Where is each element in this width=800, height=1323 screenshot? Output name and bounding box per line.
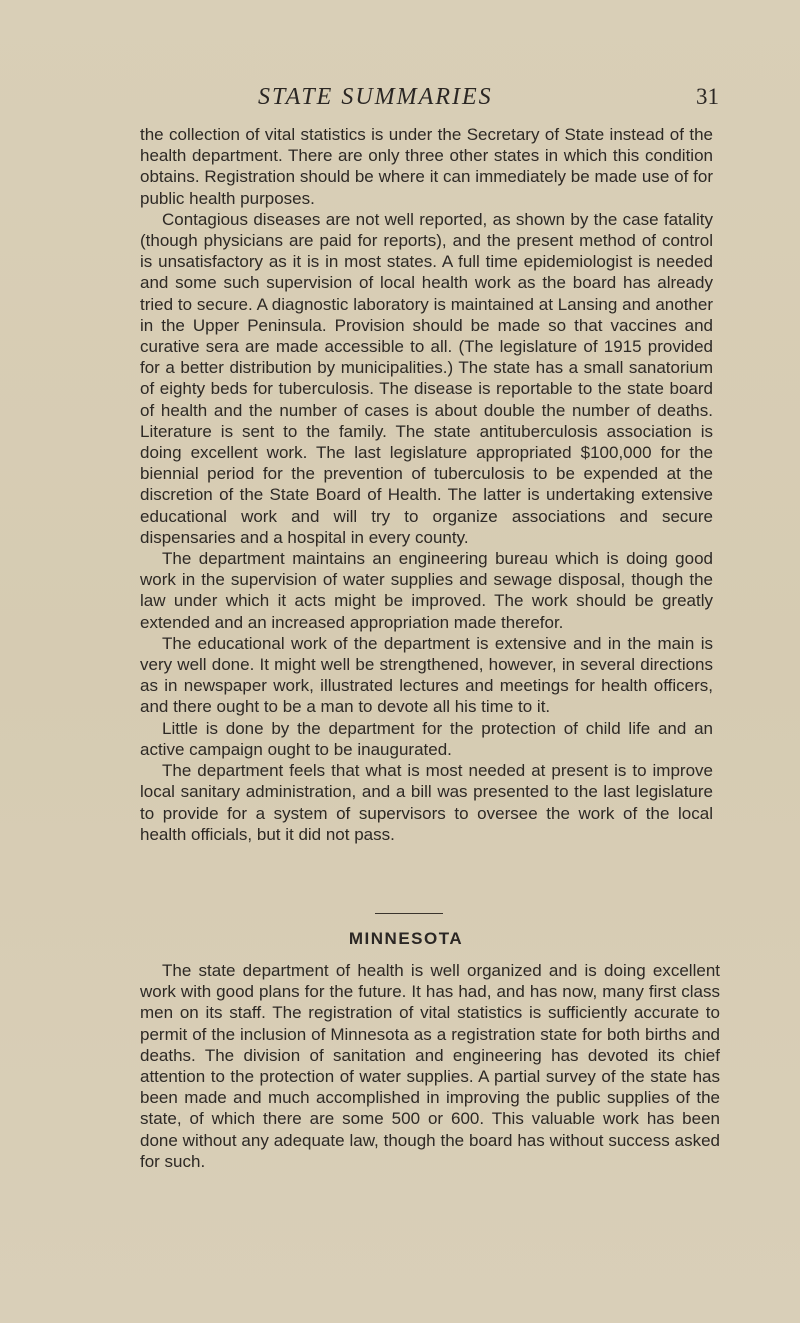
minnesota-summary-text — [140, 960, 720, 1172]
section-divider — [375, 913, 443, 914]
page-number: 31 — [696, 84, 719, 109]
paragraph-child-life: Little is done by the department for the protection of child life and an active campaign ought to be inaugurated. — [140, 718, 713, 759]
paragraph-engineering-bureau: The department maintains an engineering bureau which is doing good work in the supervision of water supplies and sewage disposal, though the law under which it acts might be improved. The work should be greatly extended and an increased appropriation made therefor. — [140, 549, 713, 632]
paragraph-local-sanitary-administration: The department feels that what is most needed at present is to improve local sanitary administration, and a bill was presented to the last legislature to provide for a system of supervisors to oversee the work of the local health officials, but it did not pass. — [140, 761, 713, 844]
page-header — [0, 84, 800, 112]
paragraph-educational-work: The educational work of the department is extensive and in the main is very well done. It might well be strengthened, however, in several directions as in newspaper work, illustrated lectures and meetings for health officers, and there ought to be a man to devote all his time to it. — [140, 633, 713, 717]
paragraph-vital-statistics: the collection of vital statistics is under the Secretary of State instead of the health department. There are only three other states in which this condition obtains. Registration should be where it can immediately be made use of for public health purposes. — [140, 125, 713, 208]
paragraph-minnesota: The state department of health is well organized and is doing excellent work with good plans for the future. It has had, and has now, many first class men on its staff. The registration of vital statistics is sufficiently accurate to permit of the inclusion of Minnesota as a registration state for both births and deaths. The division of sanitation and engineering has devoted its chief attention to the protection of water supplies. A partial survey of the state has been made and much accomplished in improving the public supplies of the state, of which there are some 500 or 600. This valuable work has been done without any adequate law, though the board has without success asked for such. — [140, 961, 720, 1171]
section-heading-minnesota: MINNESOTA — [348, 929, 464, 948]
paragraph-contagious-diseases: Contagious diseases are not well reported, as shown by the case fatality (though physicians are paid for reports), and the present method of control is unsatisfactory as it is in most states. A full time epidemiologist is needed and some such supervision of local health work as the board has already tried to secure. A diagnostic laboratory is maintained at Lansing and another in the Upper Peninsula. Provision should be made so that vaccines and curative sera are made accessible to all. (The legislature of 1915 provided for a better distribution by municipalities.) The state has a small sanatorium of eighty beds for tuberculosis. The disease is reportable to the state board of health and the number of cases is about double the number of deaths. Literature is sent to the family. The state antituberculosis association is doing excellent work. The last legislature appropriated $100,000 for the biennial period for the prevention of tuberculosis to be expended at the discretion of the State Board of Health. The latter is undertaking extensive educational work and will try to organize associations and secure dispensaries and a hospital in every county. — [140, 209, 713, 547]
michigan-summary-text — [140, 124, 713, 845]
running-head: STATE SUMMARIES — [258, 84, 493, 110]
